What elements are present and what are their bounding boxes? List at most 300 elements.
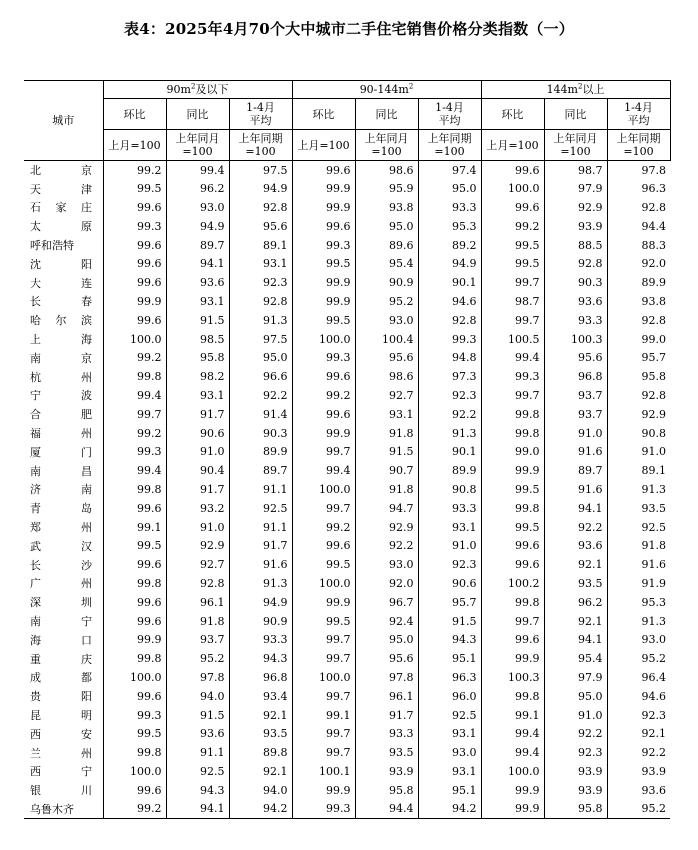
table-row [24, 687, 670, 706]
index-value: 99.0 [481, 442, 544, 461]
city-name: 海 口 [30, 633, 92, 647]
index-value: 89.9 [229, 442, 292, 461]
index-value: 92.9 [607, 405, 670, 424]
city-name: 武 汉 [30, 539, 92, 553]
index-value: 99.9 [292, 198, 355, 217]
city-name: 福 州 [30, 427, 92, 441]
table-row [24, 800, 670, 819]
index-value: 91.7 [229, 536, 292, 555]
index-value: 99.5 [481, 518, 544, 537]
table-row [24, 330, 670, 349]
index-value: 99.6 [481, 161, 544, 180]
index-value: 94.6 [418, 292, 481, 311]
index-value: 99.7 [292, 630, 355, 649]
table-row [24, 706, 670, 725]
index-value: 99.2 [103, 800, 166, 819]
index-value: 91.0 [544, 706, 607, 725]
table-row [24, 743, 670, 762]
table-row [24, 781, 670, 800]
index-value: 94.1 [544, 499, 607, 518]
base-header-cell: 上月=100 [103, 130, 166, 161]
index-value: 95.1 [418, 781, 481, 800]
index-value: 92.0 [607, 254, 670, 273]
index-value: 99.3 [292, 236, 355, 255]
index-value: 99.9 [481, 800, 544, 819]
table-row [24, 724, 670, 743]
index-value: 90.6 [166, 424, 229, 443]
index-value: 93.8 [607, 292, 670, 311]
index-value: 92.1 [607, 724, 670, 743]
index-value: 98.2 [166, 367, 229, 386]
index-value: 88.5 [544, 236, 607, 255]
index-value: 99.3 [103, 706, 166, 725]
index-value: 90.1 [418, 442, 481, 461]
index-value: 93.9 [544, 762, 607, 781]
index-value: 92.7 [355, 386, 418, 405]
index-value: 93.1 [229, 254, 292, 273]
index-value: 93.3 [229, 630, 292, 649]
index-value: 95.8 [355, 781, 418, 800]
base-header-cell: 上年同期 =100 [607, 130, 670, 161]
index-value: 99.4 [292, 461, 355, 480]
index-value: 91.3 [607, 612, 670, 631]
sub-header-cell: 1-4月 平均 [418, 99, 481, 130]
base-header-cell: 上年同期 =100 [229, 130, 292, 161]
base-header-cell: 上年同期 =100 [418, 130, 481, 161]
index-value: 94.9 [229, 179, 292, 198]
city-name: 石 家 庄 [30, 201, 92, 215]
city-name: 长 春 [30, 295, 92, 309]
city-name: 广 州 [30, 577, 92, 591]
index-value: 99.6 [103, 254, 166, 273]
index-value: 99.2 [292, 518, 355, 537]
table-row [24, 574, 670, 593]
index-value: 99.3 [103, 442, 166, 461]
index-value: 93.5 [607, 499, 670, 518]
index-value: 91.0 [607, 442, 670, 461]
city-name: 南 昌 [30, 464, 92, 478]
index-value: 91.3 [229, 311, 292, 330]
index-value: 92.5 [418, 706, 481, 725]
index-value: 99.5 [481, 236, 544, 255]
index-value: 95.8 [166, 348, 229, 367]
table-row [24, 442, 670, 461]
city-name: 厦 门 [30, 445, 92, 459]
index-value: 94.3 [166, 781, 229, 800]
table-row [24, 236, 670, 255]
index-value: 94.1 [544, 630, 607, 649]
index-value: 95.6 [355, 649, 418, 668]
index-value: 99.9 [481, 781, 544, 800]
index-value: 92.1 [229, 762, 292, 781]
index-value: 93.9 [544, 217, 607, 236]
index-value: 93.8 [355, 198, 418, 217]
index-value: 99.9 [481, 461, 544, 480]
base-header-row [24, 130, 670, 161]
index-value: 91.8 [355, 480, 418, 499]
index-value: 92.1 [544, 612, 607, 631]
index-value: 89.8 [229, 743, 292, 762]
index-value: 99.5 [103, 536, 166, 555]
index-value: 99.6 [103, 687, 166, 706]
index-value: 95.8 [607, 367, 670, 386]
index-value: 99.1 [103, 518, 166, 537]
index-value: 92.9 [166, 536, 229, 555]
sub-header-cell: 1-4月 平均 [607, 99, 670, 130]
index-value: 93.6 [166, 724, 229, 743]
index-value: 89.7 [166, 236, 229, 255]
index-value: 93.1 [166, 386, 229, 405]
index-value: 91.3 [229, 574, 292, 593]
index-value: 95.7 [607, 348, 670, 367]
table-row [24, 668, 670, 687]
index-value: 93.3 [418, 198, 481, 217]
index-value: 95.0 [544, 687, 607, 706]
index-value: 94.8 [418, 348, 481, 367]
index-value: 92.0 [355, 574, 418, 593]
city-name: 郑 州 [30, 521, 92, 535]
city-name: 长 沙 [30, 558, 92, 572]
index-value: 99.9 [292, 292, 355, 311]
index-value: 95.9 [355, 179, 418, 198]
group-header-144-above: $144m^2$以上 [481, 81, 670, 99]
index-value: 100.2 [481, 574, 544, 593]
index-value: 99.2 [292, 386, 355, 405]
table-row [24, 762, 670, 781]
index-value: 96.6 [229, 367, 292, 386]
index-value: 99.8 [481, 687, 544, 706]
index-value: 100.1 [292, 762, 355, 781]
index-value: 92.2 [355, 536, 418, 555]
index-value: 94.3 [229, 649, 292, 668]
city-name: 宁 波 [30, 389, 92, 403]
index-value: 89.1 [607, 461, 670, 480]
index-value: 99.5 [292, 612, 355, 631]
table-body [24, 161, 670, 819]
index-value: 99.6 [103, 311, 166, 330]
index-value: 91.7 [166, 480, 229, 499]
index-value: 100.5 [481, 330, 544, 349]
index-value: 92.2 [229, 386, 292, 405]
index-value: 93.0 [166, 198, 229, 217]
index-value: 100.3 [481, 668, 544, 687]
table-row [24, 367, 670, 386]
index-value: 99.7 [292, 649, 355, 668]
city-name: 南 宁 [30, 615, 92, 629]
city-name: 杭 州 [30, 370, 92, 384]
index-value: 99.1 [481, 706, 544, 725]
index-value: 92.8 [607, 198, 670, 217]
index-value: 97.5 [229, 161, 292, 180]
index-value: 99.6 [292, 161, 355, 180]
index-value: 99.7 [481, 311, 544, 330]
index-value: 92.2 [607, 743, 670, 762]
index-value: 99.6 [292, 367, 355, 386]
city-name: 兰 州 [30, 746, 92, 760]
index-value: 99.2 [103, 424, 166, 443]
index-value: 95.6 [355, 348, 418, 367]
table-row [24, 461, 670, 480]
sub-header-cell: 环比 [481, 99, 544, 130]
index-value: 99.9 [481, 649, 544, 668]
index-value: 92.3 [418, 386, 481, 405]
index-value: 93.0 [355, 555, 418, 574]
index-value: 93.9 [607, 762, 670, 781]
index-value: 93.5 [355, 743, 418, 762]
index-value: 99.4 [481, 348, 544, 367]
index-value: 93.1 [418, 724, 481, 743]
index-value: 96.7 [355, 593, 418, 612]
index-value: 98.6 [355, 161, 418, 180]
index-value: 94.9 [166, 217, 229, 236]
index-value: 99.7 [292, 724, 355, 743]
index-value: 99.6 [103, 555, 166, 574]
index-value: 95.0 [355, 217, 418, 236]
index-value: 95.2 [607, 800, 670, 819]
table-row [24, 480, 670, 499]
index-value: 99.6 [103, 593, 166, 612]
index-value: 91.5 [166, 311, 229, 330]
index-value: 90.7 [355, 461, 418, 480]
index-value: 99.2 [481, 217, 544, 236]
index-value: 94.9 [229, 593, 292, 612]
index-value: 93.1 [355, 405, 418, 424]
city-name: 上 海 [30, 333, 92, 347]
index-value: 100.0 [103, 330, 166, 349]
index-value: 92.1 [229, 706, 292, 725]
index-value: 99.8 [103, 367, 166, 386]
sub-header-row [24, 99, 670, 130]
index-value: 92.3 [229, 273, 292, 292]
index-value: 93.3 [544, 311, 607, 330]
index-value: 96.2 [166, 179, 229, 198]
index-value: 88.3 [607, 236, 670, 255]
city-name: 成 都 [30, 671, 92, 685]
index-value: 93.0 [355, 311, 418, 330]
index-value: 92.5 [166, 762, 229, 781]
index-value: 99.8 [103, 574, 166, 593]
index-value: 91.1 [166, 743, 229, 762]
index-value: 95.8 [544, 800, 607, 819]
index-value: 93.5 [544, 574, 607, 593]
index-value: 92.3 [418, 555, 481, 574]
city-name: 重 庆 [30, 652, 92, 666]
city-name: 沈 阳 [30, 257, 92, 271]
index-value: 93.3 [355, 724, 418, 743]
index-value: 99.1 [292, 706, 355, 725]
index-value: 99.6 [481, 536, 544, 555]
index-value: 100.0 [292, 480, 355, 499]
index-value: 99.8 [481, 424, 544, 443]
index-value: 100.3 [544, 330, 607, 349]
index-value: 99.6 [103, 781, 166, 800]
index-value: 89.9 [418, 461, 481, 480]
index-value: 96.8 [544, 367, 607, 386]
index-value: 92.8 [229, 198, 292, 217]
city-name: 济 南 [30, 483, 92, 497]
index-value: 91.6 [544, 442, 607, 461]
index-value: 97.4 [418, 161, 481, 180]
index-value: 100.0 [103, 668, 166, 687]
index-value: 98.5 [166, 330, 229, 349]
index-value: 93.6 [166, 273, 229, 292]
index-value: 90.4 [166, 461, 229, 480]
index-value: 92.5 [229, 499, 292, 518]
index-value: 95.6 [229, 217, 292, 236]
sub-header-cell: 环比 [103, 99, 166, 130]
index-value: 90.9 [355, 273, 418, 292]
index-value: 94.1 [166, 254, 229, 273]
index-value: 90.8 [418, 480, 481, 499]
index-value: 89.6 [355, 236, 418, 255]
index-value: 99.9 [292, 179, 355, 198]
city-name: 太 原 [30, 220, 92, 234]
index-value: 95.2 [607, 649, 670, 668]
index-value: 91.8 [166, 612, 229, 631]
table-row [24, 518, 670, 537]
index-value: 99.4 [481, 743, 544, 762]
index-value: 99.7 [481, 273, 544, 292]
index-value: 99.6 [103, 198, 166, 217]
index-value: 91.3 [418, 424, 481, 443]
city-name: 青 岛 [30, 502, 92, 516]
table-row [24, 292, 670, 311]
index-value: 94.9 [418, 254, 481, 273]
index-value: 93.6 [544, 292, 607, 311]
index-value: 93.6 [607, 781, 670, 800]
table-row [24, 273, 670, 292]
city-name: 西 安 [30, 727, 92, 741]
index-value: 99.4 [166, 161, 229, 180]
index-value: 91.0 [418, 536, 481, 555]
index-value: 92.2 [544, 724, 607, 743]
index-value: 90.8 [607, 424, 670, 443]
index-value: 91.6 [229, 555, 292, 574]
index-value: 99.6 [481, 630, 544, 649]
index-value: 95.0 [229, 348, 292, 367]
index-value: 93.5 [229, 724, 292, 743]
index-value: 93.6 [544, 536, 607, 555]
index-value: 100.0 [481, 762, 544, 781]
table-row [24, 536, 670, 555]
index-value: 99.8 [103, 649, 166, 668]
index-value: 93.1 [418, 762, 481, 781]
index-value: 95.1 [418, 649, 481, 668]
table-row [24, 424, 670, 443]
index-value: 100.4 [355, 330, 418, 349]
city-name: 银 川 [30, 784, 92, 798]
index-value: 91.0 [166, 442, 229, 461]
index-value: 96.0 [418, 687, 481, 706]
table-row [24, 161, 670, 180]
index-value: 99.6 [292, 217, 355, 236]
index-value: 96.3 [418, 668, 481, 687]
index-value: 90.3 [229, 424, 292, 443]
index-value: 99.2 [103, 161, 166, 180]
index-value: 99.7 [292, 442, 355, 461]
index-value: 92.4 [355, 612, 418, 631]
index-value: 96.8 [229, 668, 292, 687]
index-value: 97.8 [607, 161, 670, 180]
sub-header-cell: 同比 [166, 99, 229, 130]
index-value: 93.4 [229, 687, 292, 706]
index-value: 92.3 [544, 743, 607, 762]
index-value: 100.0 [103, 762, 166, 781]
index-value: 96.1 [166, 593, 229, 612]
index-value: 89.7 [544, 461, 607, 480]
index-value: 95.4 [355, 254, 418, 273]
index-value: 95.3 [607, 593, 670, 612]
index-value: 93.1 [418, 518, 481, 537]
index-value: 92.8 [607, 386, 670, 405]
index-value: 97.8 [166, 668, 229, 687]
city-name: 昆 明 [30, 709, 92, 722]
index-value: 93.7 [544, 386, 607, 405]
index-value: 99.9 [103, 630, 166, 649]
index-value: 94.2 [418, 800, 481, 819]
index-value: 97.3 [418, 367, 481, 386]
index-value: 99.7 [292, 499, 355, 518]
index-value: 99.3 [481, 367, 544, 386]
base-header-cell: 上年同月 =100 [355, 130, 418, 161]
index-value: 96.4 [607, 668, 670, 687]
index-value: 89.9 [607, 273, 670, 292]
index-value: 99.7 [481, 612, 544, 631]
index-value: 96.3 [607, 179, 670, 198]
index-value: 92.2 [418, 405, 481, 424]
city-name: 南 京 [30, 351, 92, 365]
index-value: 99.9 [292, 781, 355, 800]
index-value: 99.6 [103, 236, 166, 255]
index-value: 92.5 [607, 518, 670, 537]
index-value: 93.9 [544, 781, 607, 800]
index-value: 91.1 [229, 480, 292, 499]
index-value: 95.2 [166, 649, 229, 668]
index-value: 95.3 [418, 217, 481, 236]
table-row [24, 649, 670, 668]
index-value: 91.5 [355, 442, 418, 461]
index-value: 99.3 [103, 217, 166, 236]
index-value: 91.3 [607, 480, 670, 499]
page-title: 表4：2025年4月70个大中城市二手住宅销售价格分类指数（一） [124, 20, 574, 38]
index-value: 94.4 [607, 217, 670, 236]
index-value: 91.6 [544, 480, 607, 499]
city-name: 深 圳 [30, 596, 92, 610]
index-value: 99.8 [481, 499, 544, 518]
index-value: 99.3 [292, 800, 355, 819]
index-value: 97.5 [229, 330, 292, 349]
index-value: 99.8 [103, 480, 166, 499]
index-value: 92.1 [544, 555, 607, 574]
base-header-cell: 上年同月 =100 [166, 130, 229, 161]
table-row [24, 499, 670, 518]
index-value: 91.8 [607, 536, 670, 555]
index-value: 99.7 [481, 386, 544, 405]
index-value: 92.8 [544, 254, 607, 273]
index-value: 94.4 [355, 800, 418, 819]
table-row [24, 555, 670, 574]
index-value: 97.8 [355, 668, 418, 687]
index-value: 91.7 [355, 706, 418, 725]
index-value: 95.6 [544, 348, 607, 367]
index-value: 99.5 [292, 311, 355, 330]
base-header-cell: 上年同月 =100 [544, 130, 607, 161]
index-value: 94.0 [229, 781, 292, 800]
index-value: 92.8 [418, 311, 481, 330]
index-value: 99.5 [481, 254, 544, 273]
index-value: 99.5 [103, 179, 166, 198]
index-value: 94.7 [355, 499, 418, 518]
